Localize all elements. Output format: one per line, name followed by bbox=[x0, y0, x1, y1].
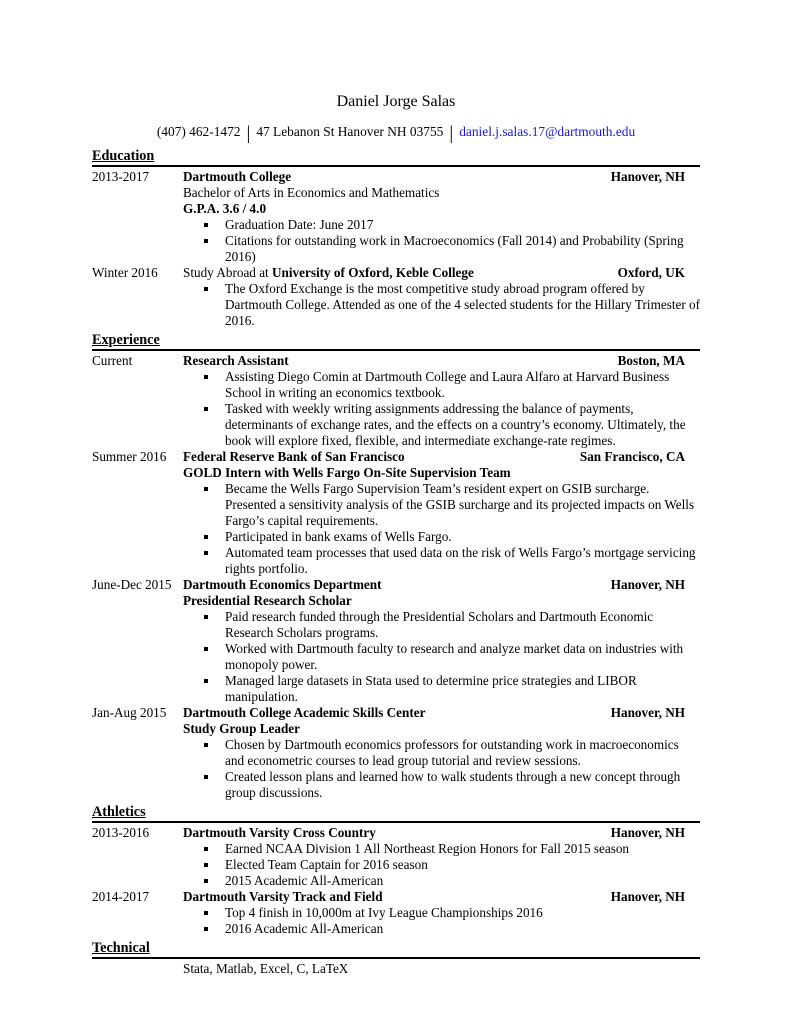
entry-location: Hanover, NH bbox=[610, 577, 685, 592]
entry-date: Current bbox=[92, 353, 133, 368]
section-experience bbox=[92, 332, 700, 801]
contact-address: 47 Lebanon St Hanover NH 03755 bbox=[256, 124, 444, 139]
bullet-list bbox=[183, 217, 700, 265]
entry-title: Dartmouth College bbox=[183, 169, 292, 184]
section-heading-label: Education bbox=[92, 148, 155, 164]
entry-title: Dartmouth Economics Department bbox=[183, 577, 382, 592]
resume-name: Daniel Jorge Salas bbox=[336, 93, 456, 110]
bullet-item: The Oxford Exchange is the most competitive study abroad program offered by Dartmouth College. Attended as one of the 4 selected students for the Hillary Trimester of 2016. bbox=[183, 281, 700, 329]
entry-subtitle: Study Group Leader bbox=[183, 721, 301, 736]
bullet-item: Tasked with weekly writing assignments addressing the balance of payments, determinants of exchange rates, and the effects on a country’s economy. Ultimately, the book will explore fixed, flexible, and intermediate exchange-rate regimes. bbox=[183, 401, 700, 449]
entry-subtitle: GOLD Intern with Wells Fargo On-Site Supervision Team bbox=[183, 465, 511, 480]
section-technical bbox=[92, 940, 700, 977]
entry-date: 2013-2016 bbox=[92, 825, 150, 840]
bullet-list bbox=[183, 905, 700, 937]
entry-body bbox=[183, 169, 700, 265]
entry-head bbox=[183, 449, 700, 465]
bullet-item: Worked with Dartmouth faculty to research and analyze market data on industries with monopoly power. bbox=[183, 641, 700, 673]
entry-date: 2013-2017 bbox=[92, 169, 150, 184]
entry-date: Winter 2016 bbox=[92, 265, 158, 280]
athletics-entry-cross-country bbox=[92, 825, 700, 889]
entry-subtitle: Presidential Research Scholar bbox=[183, 593, 352, 608]
contact-line bbox=[92, 123, 700, 144]
section-heading-label: Athletics bbox=[92, 804, 146, 820]
technical-skills: Stata, Matlab, Excel, C, LaTeX bbox=[183, 961, 349, 976]
entry-title bbox=[183, 265, 618, 281]
bullet-item: Earned NCAA Division 1 All Northeast Region Honors for Fall 2015 season bbox=[183, 841, 700, 857]
bullet-item: Citations for outstanding work in Macroeconomics (Fall 2014) and Probability (Spring 2016) bbox=[183, 233, 700, 265]
bullet-item: Paid research funded through the Presidential Scholars and Dartmouth Economic Research Scholars programs. bbox=[183, 609, 700, 641]
section-education bbox=[92, 148, 700, 329]
bullet-item: Created lesson plans and learned how to walk students through a new concept through group discussions. bbox=[183, 769, 700, 801]
entry-date: June-Dec 2015 bbox=[92, 577, 172, 592]
entry-title: Federal Reserve Bank of San Francisco bbox=[183, 449, 405, 464]
bullet-list bbox=[183, 481, 700, 577]
section-heading-label: Experience bbox=[92, 332, 160, 348]
entry-body bbox=[183, 889, 700, 937]
section-heading-experience bbox=[92, 332, 700, 351]
bullet-item: 2015 Academic All-American bbox=[183, 873, 700, 889]
entry-location: Boston, MA bbox=[617, 353, 685, 368]
entry-body bbox=[183, 705, 700, 801]
section-heading-technical bbox=[92, 940, 700, 959]
entry-title: Dartmouth Varsity Cross Country bbox=[183, 825, 376, 840]
section-heading-athletics bbox=[92, 804, 700, 823]
entry-head bbox=[183, 825, 700, 841]
contact-phone: (407) 462-1472 bbox=[156, 124, 241, 139]
bullet-item: Top 4 finish in 10,000m at Ivy League Championships 2016 bbox=[183, 905, 700, 921]
bullet-list bbox=[183, 281, 700, 329]
section-heading-education bbox=[92, 148, 700, 167]
bullet-item: Assisting Diego Comin at Dartmouth College and Laura Alfaro at Harvard Business School in writing an economics textbook. bbox=[183, 369, 700, 401]
entry-body bbox=[183, 577, 700, 705]
entry-date: Jan-Aug 2015 bbox=[92, 705, 167, 720]
contact-separator: | bbox=[246, 123, 251, 144]
bullet-item: Managed large datasets in Stata used to determine price strategies and LIBOR manipulation. bbox=[183, 673, 700, 705]
bullet-item: Participated in bank exams of Wells Fargo. bbox=[183, 529, 700, 545]
entry-gpa: G.P.A. 3.6 / 4.0 bbox=[183, 201, 267, 216]
entry-title: Dartmouth Varsity Track and Field bbox=[183, 889, 383, 904]
bullet-item: Automated team processes that used data on the risk of Wells Fargo’s mortgage servicing rights portfolio. bbox=[183, 545, 700, 577]
experience-entry-econ-department bbox=[92, 577, 700, 705]
entry-head bbox=[183, 705, 700, 721]
email-link[interactable]: daniel.j.salas.17@dartmouth.edu bbox=[459, 124, 636, 139]
education-entry-dartmouth bbox=[92, 169, 700, 265]
section-athletics bbox=[92, 804, 700, 937]
entry-location: Oxford, UK bbox=[617, 265, 685, 280]
bullet-list bbox=[183, 369, 700, 449]
entry-location: Hanover, NH bbox=[610, 889, 685, 904]
bullet-list bbox=[183, 737, 700, 801]
entry-location: Hanover, NH bbox=[610, 825, 685, 840]
bullet-item: Chosen by Dartmouth economics professors for outstanding work in macroeconomics and econometric courses to lead group tutorial and review sessions. bbox=[183, 737, 700, 769]
entry-location: Hanover, NH bbox=[610, 169, 685, 184]
entry-degree: Bachelor of Arts in Economics and Mathematics bbox=[183, 185, 440, 200]
bullet-item: 2016 Academic All-American bbox=[183, 921, 700, 937]
entry-body bbox=[183, 449, 700, 577]
entry-title-prefix: Study Abroad at bbox=[183, 265, 273, 280]
entry-head bbox=[183, 265, 700, 281]
entry-head bbox=[183, 169, 700, 185]
bullet-item: Elected Team Captain for 2016 season bbox=[183, 857, 700, 873]
entry-date: Summer 2016 bbox=[92, 449, 167, 464]
athletics-entry-track-field bbox=[92, 889, 700, 937]
entry-body bbox=[183, 825, 700, 889]
section-heading-label: Technical bbox=[92, 940, 150, 956]
entry-head bbox=[183, 889, 700, 905]
entry-body bbox=[183, 353, 700, 449]
entry-title: Dartmouth College Academic Skills Center bbox=[183, 705, 426, 720]
entry-head bbox=[183, 353, 700, 369]
bullet-item: Graduation Date: June 2017 bbox=[183, 217, 700, 233]
experience-entry-research-assistant bbox=[92, 353, 700, 449]
entry-title: Research Assistant bbox=[183, 353, 289, 368]
entry-date: 2014-2017 bbox=[92, 889, 150, 904]
experience-entry-federal-reserve bbox=[92, 449, 700, 577]
entry-location: Hanover, NH bbox=[610, 705, 685, 720]
education-entry-oxford bbox=[92, 265, 700, 329]
entry-head bbox=[183, 577, 700, 593]
entry-title-main: University of Oxford, Keble College bbox=[272, 265, 474, 280]
entry-location: San Francisco, CA bbox=[579, 449, 685, 464]
experience-entry-skills-center bbox=[92, 705, 700, 801]
entry-body bbox=[183, 265, 700, 329]
bullet-list bbox=[183, 609, 700, 705]
bullet-list bbox=[183, 841, 700, 889]
bullet-item: Became the Wells Fargo Supervision Team’s resident expert on GSIB surcharge. Presented a sensitivity analysis of the GSIB surcharge and its projected impacts on Wells Fargo’s capital requirements. bbox=[183, 481, 700, 529]
contact-separator: | bbox=[449, 123, 454, 144]
